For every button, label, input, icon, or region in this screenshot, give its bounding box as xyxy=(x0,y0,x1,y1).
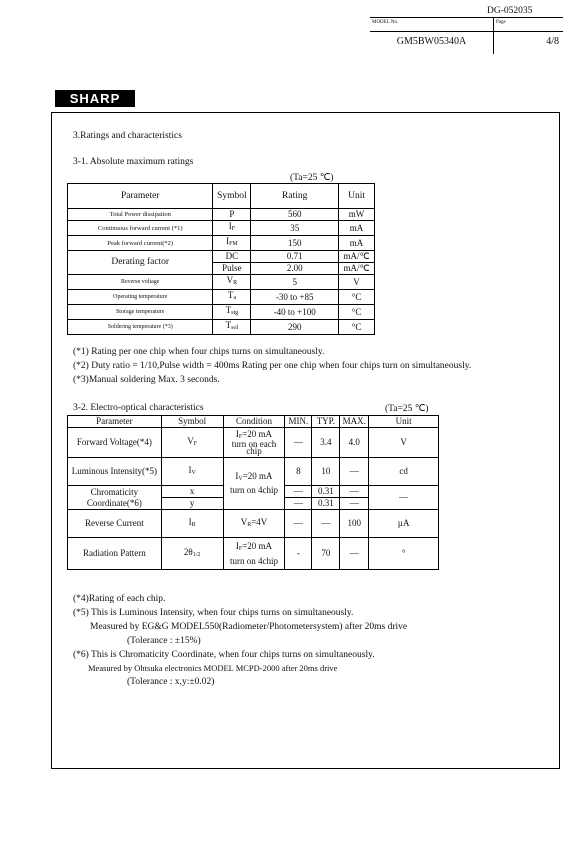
unit-cell: V xyxy=(339,275,375,290)
condition-cell: IF=20 mA turn on each chip xyxy=(223,428,285,458)
unit-cell: mW xyxy=(339,209,375,221)
param-cell: Derating factor xyxy=(68,251,213,275)
header-rating: Rating xyxy=(251,184,339,209)
table-row xyxy=(68,320,375,335)
symbol-cell: DC xyxy=(213,251,251,263)
unit-cell: mA/℃ xyxy=(339,251,375,263)
note-6-tolerance: (Tolerance : x,y:±0.02) xyxy=(127,677,215,687)
table-row xyxy=(68,221,375,236)
condition-cell: IF=20 mA turn on 4chip xyxy=(223,538,285,570)
min-cell: — xyxy=(285,510,312,538)
abs-max-title: 3-1. Absolute maximum ratings xyxy=(73,157,194,167)
rating-cell: -40 to +100 xyxy=(251,305,339,320)
table-row xyxy=(68,510,439,538)
symbol-cell: y xyxy=(161,498,223,510)
note-5-method: Measured by EG&G MODEL550(Radiometer/Photometersystem) after 20ms drive xyxy=(90,622,408,632)
table-row xyxy=(68,305,375,320)
header-typ: TYP. xyxy=(312,416,340,428)
header-parameter: Parameter xyxy=(68,184,213,209)
unit-cell: cd xyxy=(369,458,439,486)
unit-cell: — xyxy=(369,486,439,510)
note-5-tolerance: (Tolerance : ±15%) xyxy=(127,636,201,646)
max-cell: — xyxy=(340,538,369,570)
model-cell xyxy=(370,18,494,54)
header-min: MIN. xyxy=(285,416,312,428)
absolute-max-ratings-table xyxy=(67,183,375,335)
note-2: (*2) Duty ratio = 1/10,Pulse width = 400ms Rating per one chip when four chips turn on simultaneously. xyxy=(73,361,472,371)
max-cell: — xyxy=(340,486,369,498)
param-cell: Soldering temperature (*3) xyxy=(68,320,213,335)
symbol-cell: IFM xyxy=(213,236,251,251)
typ-cell: — xyxy=(312,510,340,538)
header-unit: Unit xyxy=(339,184,375,209)
note-3: (*3)Manual soldering Max. 3 seconds. xyxy=(73,375,220,385)
symbol-cell: IR xyxy=(161,510,223,538)
symbol-cell: VF xyxy=(161,428,223,458)
rating-cell: 150 xyxy=(251,236,339,251)
note-6-method: Measured by Ohtsuka electronics MODEL MCPD-2000 after 20ms drive xyxy=(88,663,338,673)
table-row xyxy=(68,236,375,251)
param-cell: Storage temperature xyxy=(68,305,213,320)
unit-cell: °C xyxy=(339,290,375,305)
header-symbol: Symbol xyxy=(161,416,223,428)
min-cell: - xyxy=(285,538,312,570)
unit-cell: °C xyxy=(339,320,375,335)
symbol-cell: P xyxy=(213,209,251,221)
typ-cell: 70 xyxy=(312,538,340,570)
rating-cell: 2.00 xyxy=(251,263,339,275)
unit-cell: µA xyxy=(369,510,439,538)
header-symbol: Symbol xyxy=(213,184,251,209)
header-max: MAX. xyxy=(340,416,369,428)
symbol-cell: x xyxy=(161,486,223,498)
eo-condition: (Ta=25 ℃) xyxy=(385,404,429,414)
table-header-row xyxy=(68,184,375,209)
eo-title: 3-2. Electro-optical characteristics xyxy=(73,403,204,413)
min-cell: — xyxy=(285,428,312,458)
min-cell: — xyxy=(285,486,312,498)
table-row xyxy=(68,538,439,570)
unit-cell: °C xyxy=(339,305,375,320)
note-4: (*4)Rating of each chip. xyxy=(73,594,166,604)
table-header-row xyxy=(68,416,439,428)
rating-cell: 0.71 xyxy=(251,251,339,263)
unit-cell: ° xyxy=(369,538,439,570)
typ-cell: 0.31 xyxy=(312,486,340,498)
param-cell: Reverse Current xyxy=(68,510,162,538)
header-unit: Unit xyxy=(369,416,439,428)
unit-cell: mA xyxy=(339,221,375,236)
symbol-cell: VR xyxy=(213,275,251,290)
symbol-cell: Tsol xyxy=(213,320,251,335)
symbol-cell: Pulse xyxy=(213,263,251,275)
param-cell: Operating temperature xyxy=(68,290,213,305)
rating-cell: 290 xyxy=(251,320,339,335)
table-row xyxy=(68,428,439,458)
param-cell: Forward Voltage(*4) xyxy=(68,428,162,458)
condition-cell: VR=4V xyxy=(223,510,285,538)
model-page-box xyxy=(370,17,563,54)
rating-cell: 5 xyxy=(251,275,339,290)
unit-cell: mA xyxy=(339,236,375,251)
table-row xyxy=(68,209,375,221)
model-value: GM5BW05340A xyxy=(396,36,467,47)
param-cell: Peak forward current(*2) xyxy=(68,236,213,251)
page-value: 4/8 xyxy=(546,36,559,47)
unit-cell: mA/℃ xyxy=(339,263,375,275)
document-number: DG-052035 xyxy=(487,6,533,16)
abs-max-condition: (Ta=25 ℃) xyxy=(290,173,334,183)
max-cell: 100 xyxy=(340,510,369,538)
note-5: (*5) This is Luminous Intensity, when four chips turns on simultaneously. xyxy=(73,608,354,618)
rating-cell: 560 xyxy=(251,209,339,221)
param-cell: Continuous forward current (*1) xyxy=(68,221,213,236)
param-cell: Luminous Intensity(*5) xyxy=(68,458,162,486)
symbol-cell: Tstg xyxy=(213,305,251,320)
header-parameter: Parameter xyxy=(68,416,162,428)
page-label: Page xyxy=(496,20,506,25)
page-cell xyxy=(494,18,563,54)
min-cell: 8 xyxy=(285,458,312,486)
note-1: (*1) Rating per one chip when four chips turns on simultaneously. xyxy=(73,347,325,357)
min-cell: — xyxy=(285,498,312,510)
header-condition: Condition xyxy=(223,416,285,428)
typ-cell: 10 xyxy=(312,458,340,486)
electro-optical-table xyxy=(67,415,439,570)
condition-cell: IV=20 mA turn on 4chip xyxy=(223,458,285,510)
param-cell: Total Power dissipation xyxy=(68,209,213,221)
model-label: MODEL No. xyxy=(372,20,399,25)
unit-cell: V xyxy=(369,428,439,458)
table-row xyxy=(68,458,439,486)
typ-cell: 0.31 xyxy=(312,498,340,510)
note-6: (*6) This is Chromaticity Coordinate, when four chips turns on simultaneously. xyxy=(73,650,375,660)
symbol-cell: IF xyxy=(213,221,251,236)
max-cell: — xyxy=(340,498,369,510)
symbol-cell: IV xyxy=(161,458,223,486)
table-row xyxy=(68,251,375,263)
param-cell: Radiation Pattern xyxy=(68,538,162,570)
table-row xyxy=(68,290,375,305)
symbol-cell: Ta xyxy=(213,290,251,305)
rating-cell: 35 xyxy=(251,221,339,236)
table-row xyxy=(68,275,375,290)
param-cell: Chromaticity Coordinate(*6) xyxy=(68,486,162,510)
section-title: 3.Ratings and characteristics xyxy=(73,131,182,141)
max-cell: 4.0 xyxy=(340,428,369,458)
symbol-cell: 2θ1/2 xyxy=(161,538,223,570)
param-cell: Reverse voltage xyxy=(68,275,213,290)
rating-cell: -30 to +85 xyxy=(251,290,339,305)
typ-cell: 3.4 xyxy=(312,428,340,458)
max-cell: — xyxy=(340,458,369,486)
sharp-logo: SHARP xyxy=(55,90,135,107)
